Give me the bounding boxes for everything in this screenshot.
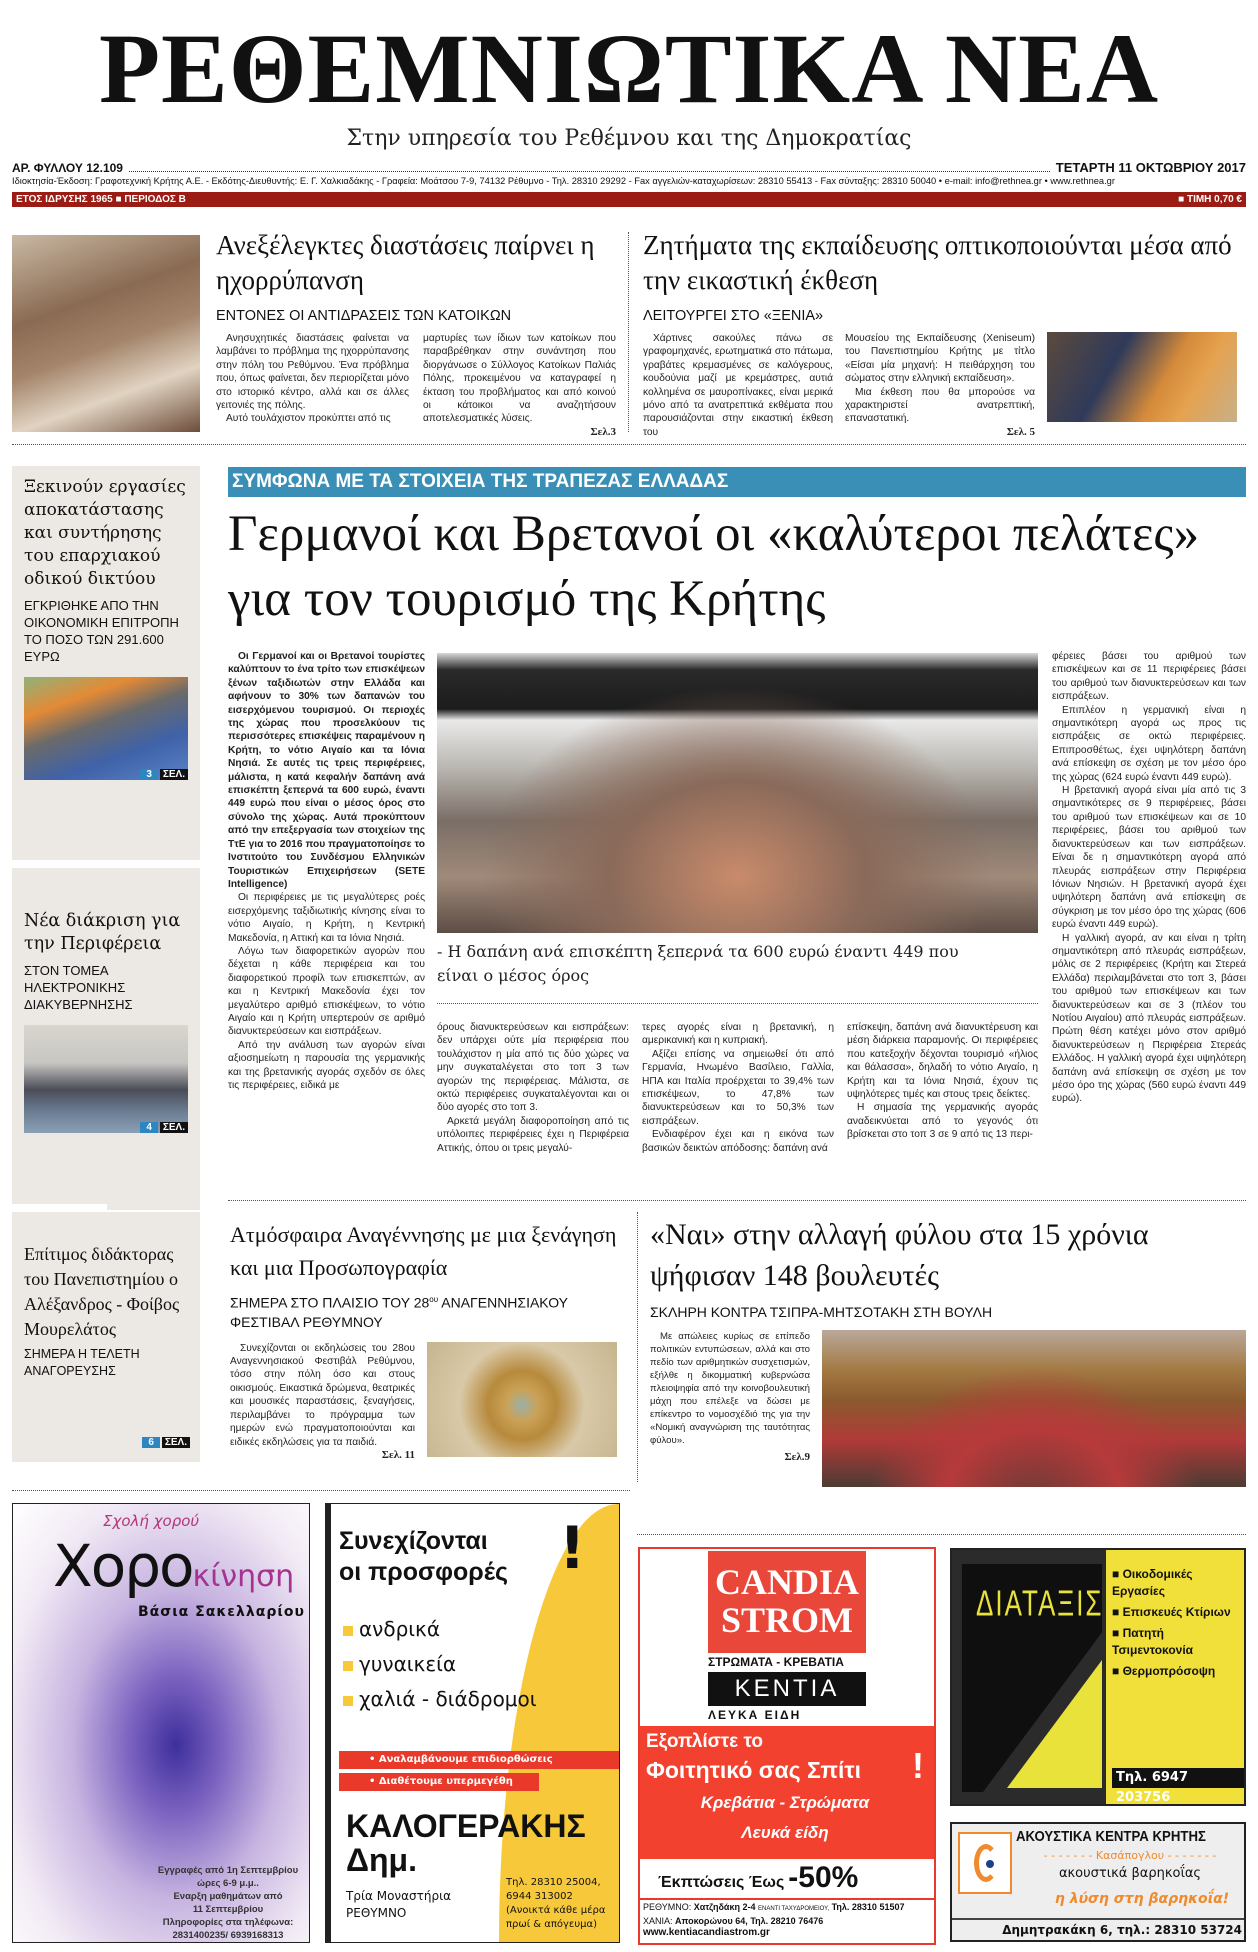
- body: φέρειες βάσει του αριθμού των επισκέψεων και σε 11 περιφέρειες βάσει του αριθμού των διανυκτερεύσεων και των εισπράξεων.: [1052, 651, 1246, 703]
- diataxis-logo: ΔΙΑΤΑΞΙΣ: [976, 1581, 1104, 1624]
- kicker-sup: ου: [429, 1295, 439, 1304]
- text: Θερμοπρόσοψη: [1122, 1664, 1216, 1678]
- parliament-photo: [822, 1330, 1246, 1487]
- issue-number: ΑΡ. ΦΥΛΛΟΥ 12.109: [12, 161, 123, 175]
- body: Με απώλειες κυρίως σε επίπεδο πολιτικών εντυπώσεων, αλλά και στο πεδίο των αριθμητικών συσχετισμών, εξήλθε η δικομματική κυβερνώσα πλειοψηφία από την κοινοβουλευτική μάχη που επέλεξε να δώσει με επίκεντρο το νομοσχέδιό της για την «Νομική αναγνώριση της ταυτότητας φύλου».: [650, 1331, 810, 1446]
- ad-promo: Εξοπλίστε το Φοιτητικό σας Σπίτι ! Κρεβάτια - Στρώματα Λευκά είδη: [640, 1726, 936, 1859]
- ad-dance-school[interactable]: [12, 1503, 310, 1943]
- lead-col-5: [1052, 650, 1246, 1106]
- body: Μια έκθεση που θα μπορούσε να χαρακτηριστεί ανατρεπτική, επαναστατική.: [845, 386, 1035, 425]
- kicker: [230, 1290, 630, 1332]
- kicker: ΕΝΤΟΝΕΣ ΟΙ ΑΝΤΙΔΡΑΣΕΙΣ ΤΩΝ ΚΑΤΟΙΚΩΝ: [216, 308, 512, 324]
- body: Η γαλλική αγορά, αν και είναι η τρίτη σημαντικότερη από πλευράς εισπράξεων, μόλις σε 2 περιφέρειες (Κρήτη και Στερεά Ελλάδα) περιλαμβάνεται στο τοπ 3, βάσει του αριθμού των επισκέψεων και των διανυκτερεύσεων και σε 3 (πλέον του Νοτίου Αιγαίου) από πλευράς εισπράξεων. Πρώτη θέση κατέχει μόνο στον αριθμό διανυκτερεύσεων η Περιφέρεια Στερεάς Ελλάδος. Η γαλλική αγορά έχει υψηλότερη δαπάνη ανά επίσκεψη σε σχέση με τον μέσο όρο της χώρας (560 ευρώ έναντι 449 ευρώ).: [1052, 932, 1246, 1105]
- masthead-tagline: Στην υπηρεσία του Ρεθέμνου και της Δημοκρατίας: [346, 126, 912, 151]
- price: ΤΙΜΗ 0,70 €: [1186, 194, 1242, 205]
- body: όρους διανυκτερεύσεων και εισπράξεων: δεν υπάρχει ούτε μία περιφέρεια που τουλάχιστον η μία από τις δύο χώρες να μην συγκαταλέγεται στο τοπ 3 των αγορών της περιφέρειας. Μάλιστα, σε οκτώ περιφέρειες συγκαταλέγονται και οι δύο αγορές στο τοπ 3.: [437, 1022, 629, 1114]
- text: Επισκευές Κτίριων: [1122, 1605, 1231, 1619]
- divider: [637, 1212, 638, 1482]
- page-number: 4: [140, 1122, 158, 1133]
- sidebar-item-doctorate[interactable]: [12, 1212, 200, 1462]
- body: Η σημασία της γερμανικής αγοράς αναδεικνύεται από το γεγονός ότι βρίσκεται στο τοπ 3 σε 9 από τις 13 περι-: [847, 1102, 1038, 1141]
- renaissance-fresco-photo: [427, 1342, 617, 1457]
- ad-text: - - - - - - - Κασάπογλου - - - - - - -: [1043, 1849, 1217, 1862]
- ad-addresses: [640, 1898, 934, 1940]
- logo-part: κίνηση: [192, 1559, 295, 1594]
- lead-col-1: [228, 650, 425, 1092]
- text: Κρεβάτια - Στρώματα: [700, 1793, 870, 1812]
- dance-logo: [53, 1534, 294, 1609]
- divider: [628, 232, 629, 432]
- page-ref[interactable]: Σελ.3: [590, 425, 616, 438]
- text: Εγγραφές από 1η Σεπτεμβρίου: [157, 1865, 299, 1876]
- sidebar-kicker: ΣΗΜΕΡΑ Η ΤΕΛΕΤΗ ΑΝΑΓΟΡΕΥΣΗΣ: [24, 1347, 140, 1378]
- lead-col-2: [437, 1021, 629, 1155]
- text: ώρες 6-9 μ.μ..: [197, 1878, 259, 1889]
- text: ΡΕΘΥΜΝΟ:: [643, 1902, 692, 1912]
- divider: [228, 1200, 1246, 1201]
- sidebar-title: Ξεκινούν εργασίες αποκατάστασης και συντήρησης του επαρχιακού οδικού δικτύου: [24, 477, 186, 589]
- dotted-leader: [129, 171, 1050, 172]
- publisher-line: Ιδιοκτησία-Έκδοση: Γραφοτεχνική Κρήτης Α.Ε. - Εκδότης-Διευθυντής: Ε. Γ. Χαλκιαδάκης - Γραφεία: Μοάτσου 7-9, 74132 Ρέθυμνο - Τηλ. 28310 29292 - Fax αγγελιών-καταχωρίσεων: 28310 55413 - Fax σύνταξης: 28310 50040 • e-mail: info@rethnea.gr • www.rethnea.gr: [12, 176, 1115, 186]
- divider: [12, 444, 1246, 445]
- story-renaissance: [230, 1218, 630, 1462]
- lead-col-4: [847, 1021, 1038, 1142]
- ad-website[interactable]: www.kentiacandiastrom.gr: [643, 1927, 770, 1938]
- text: Εναρξη μαθημάτων από: [173, 1891, 283, 1902]
- body: Από την ανάλυση των αγορών είναι αξιοσημείωτη η παρουσία της γερμανικής και της βρετανικής αγοράς σχεδόν σε όλες τις περιφέρειες, ειδικά με: [228, 1039, 425, 1091]
- body: Αρκετά μεγάλη διαφοροποίηση από τις υπόλοιπες περιφέρειες έχει η Περιφέρεια Αττικής, όπου οι τρεις μεγαλύ-: [437, 1115, 629, 1154]
- masthead-bar: ΕΤΟΣ ΙΔΡΥΣΗΣ 1965 ■ ΠΕΡΙΟΔΟΣ Β ■ ΤΙΜΗ 0,70 €: [12, 192, 1246, 207]
- ad-bullet: • Αναλαμβάνουμε επιδιορθώσεις: [339, 1751, 620, 1769]
- text: Φοιτητικό σας Σπίτι: [646, 1757, 862, 1783]
- ad-brand: [346, 1809, 586, 1877]
- period: ΠΕΡΙΟΔΟΣ Β: [124, 194, 186, 205]
- exclamation-icon: !: [559, 1514, 586, 1582]
- body: Μουσείου της Εκπαίδευσης (Xeniseum) του Πανεπιστημίου Κρήτης με τίτλο «Είσαι μία μηχανή: Η πειθάρχηση του σώματος στην ελληνική εκπαίδευση».: [845, 333, 1035, 385]
- page-label: ΣΕΛ.: [160, 769, 188, 780]
- body: Ενδιαφέρον έχει και η εικόνα των βασικών δεικτών απόδοσης: δαπάνη ανά: [642, 1129, 834, 1154]
- top-story-exhibition: [643, 228, 1248, 439]
- text: Δημ.: [346, 1842, 418, 1878]
- ad-info: [153, 1864, 303, 1942]
- text: STROM: [720, 1600, 853, 1640]
- body: Χάρτινες σακούλες πάνω σε γραφομηχανές, ερωτηματικά στο πάτωμα, γραβάτες κρεμασμένες σε καλόγερους, κουδούνια μαζί με κρεμάστρες, αυτιά κολλημένα σε μαυροπίνακες, είναι μερικά μόνο από τα ανατρεπτικά εκθέματα που παρουσιάζονται στην εικαστική έκθεση του: [643, 333, 833, 438]
- text: ΕΝΑΝΤΙ ΤΑΧΥΔΡΟΜΕΙΟΥ,: [758, 1906, 830, 1912]
- issue-line: [12, 160, 1246, 175]
- ad-list: [343, 1612, 537, 1717]
- headline[interactable]: Ανεξέλεγκτες διαστάσεις παίρνει η ηχορρύπανση: [216, 230, 595, 295]
- body: Οι περιφέρειες με τις μεγαλύτερες ροές εισερχόμενης ταξιδιωτικής κίνησης είναι το νότιο Αιγαίο, η Κρήτη, η Κεντρική Μακεδονία, η Αττική και τα Ιόνια Νησιά.: [228, 892, 425, 944]
- text: Αποκορώνου 64,: [675, 1916, 748, 1926]
- ad-kalogerakis[interactable]: [325, 1503, 620, 1943]
- text: Τηλ. 28310 25004,: [506, 1877, 601, 1888]
- body: Η βρετανική αγορά είναι μία από τις 3 σημαντικότερες σε 9 περιφέρειες, βάσει του αριθμού των επισκέψεων και σε 10 περιφέρειες, βάσει του αριθμού των διανυκτερεύσεων και των εισπράξεων. Είναι δε η σημαντικότερη αγορά από πλευράς εισπράξεων στην Περιφέρεια Ιόνιων Νησιών. Η βρετανική αγορά έχει υψηλότερη δαπάνη ανά επίσκεψη σε σύγκριση με τον μέσο όρο της χώρας (606 ευρώ έναντι 449 ευρώ).: [1052, 785, 1246, 931]
- text: 11 Σεπτεμβρίου: [192, 1904, 264, 1915]
- kicker: ΛΕΙΤΟΥΡΓΕΙ ΣΤΟ «ΞΕΝΙΑ»: [643, 308, 824, 324]
- photo-caption: - Η δαπάνη ανά επισκέπτη ξεπερνά τα 600 ευρώ έναντι 449 που είναι ο μέσος όρος: [437, 942, 959, 985]
- ad-phone: Τηλ. 6947 203756: [1112, 1768, 1246, 1788]
- ad-text: ΣΤΡΩΜΑΤΑ - ΚΡΕΒΑΤΙΑ: [708, 1655, 844, 1669]
- text: Χατζηδάκη 2-4: [693, 1902, 756, 1912]
- kicker-text: ΣΗΜΕΡΑ ΣΤΟ ΠΛΑΙΣΙΟ ΤΟΥ 28: [230, 1294, 430, 1311]
- body: Συνεχίζονται οι εκδηλώσεις του 28ου Αναγεννησιακού Φεστιβάλ Ρεθύμνου, τόσο στην πόλη όσο και στους οικισμούς. Εικαστικά δρώμενα, θεατρικές και μουσικές παραστάσεις, ξεναγήσεις, περιλαμβάνει το πρόγραμμα των ημερών ενώ πραγματοποιούνται και ειδικές εκδηλώσεις για τα παιδιά.: [230, 1342, 415, 1448]
- ad-text: Σχολή χορού: [103, 1512, 200, 1530]
- text: Εξοπλίστε το: [646, 1731, 763, 1752]
- divider: [637, 1534, 1246, 1535]
- text: Πληροφορίες στα τηλέφωνα:: [162, 1917, 294, 1928]
- divider: [437, 1003, 1038, 1004]
- candia-logo: [708, 1551, 866, 1653]
- kentia-logo: KENTIA: [708, 1672, 866, 1706]
- ad-candia-strom[interactable]: [638, 1547, 936, 1945]
- ad-address: Δημητρακάκη 6, τηλ.: 28310 53724: [952, 1918, 1246, 1940]
- kicker: ΣΚΛΗΡΗ ΚΟΝΤΡΑ ΤΣΙΠΡΑ-ΜΗΤΣΟΤΑΚΗ ΣΤΗ ΒΟΥΛΗ: [650, 1304, 993, 1320]
- logo-part: Χορο: [53, 1532, 193, 1600]
- body: Ανησυχητικές διαστάσεις φαίνεται να λαμβάνει το πρόβλημα της ηχορρύπανσης στην πόλη του Ρεθύμνου. Ένα πρόβλημα που, όπως φαίνεται, δεν περιορίζεται μόνο στο ιστορικό κέντρο, αλλά και σε άλλες γειτονιές της πόλης.: [216, 333, 409, 412]
- page-ref[interactable]: Σελ.9: [784, 1451, 810, 1463]
- ear-logo-icon: [958, 1832, 1012, 1894]
- sidebar-title: Νέα διάκριση για την Περιφέρεια: [24, 911, 181, 954]
- ad-slogan: η λύση στη βαρηκοΐα!: [1054, 1891, 1230, 1907]
- ad-text: Βάσια Σακελλαρίου: [138, 1604, 305, 1620]
- classroom-photo: [24, 1025, 188, 1133]
- text: ανδρικά: [359, 1617, 441, 1641]
- text: Κασάπογλου: [1095, 1849, 1165, 1862]
- text: ΡΕΘΥΜΝΟ: [346, 1906, 407, 1920]
- lead-headline[interactable]: Γερμανοί και Βρετανοί οι «καλύτεροι πελάτες» για τον τουρισμό της Κρήτης: [228, 506, 1200, 627]
- text: Τρία Μοναστήρια: [346, 1889, 452, 1903]
- sidebar-title: Επίτιμος διδάκτορας του Πανεπιστημίου ο Αλέξανδρος - Φοίβος Μουρελάτος: [24, 1244, 180, 1339]
- text: Τηλ. 28310 51507: [831, 1902, 905, 1912]
- founded: ΕΤΟΣ ΙΔΡΥΣΗΣ 1965: [16, 194, 113, 205]
- lead-col-3: [642, 1021, 834, 1155]
- body: επίσκεψη, δαπάνη ανά διανυκτέρευση και μέση διάρκεια παραμονής. Οι περιφέρειες που κατεξοχήν δέχονται τουρισμό «ήλιος και θάλασσα», δηλαδή το νότιο Αιγαίο, η Κρήτη και τα Ιόνια Νησιά, έχουν τις υψηλότερες τιμές και στους τρεις δείκτες.: [847, 1022, 1038, 1101]
- page-label: ΣΕΛ.: [162, 1437, 190, 1448]
- ad-yellow-panel: ■ Οικοδομικές Εργασίες ■ Επισκευές Κτίριων ■ Πατητή Τσιμεντοκονία ■ Θερμοπρόσοψη Τηλ. 6947 203756: [1106, 1550, 1246, 1804]
- roadwork-photo: [24, 677, 188, 780]
- divider: [12, 1490, 630, 1491]
- kicker-text: ΑΝΑΓΕΝΝΗΣΙΑΚΟΥ ΦΕΣΤΙΒΑΛ ΡΕΘΥΜΝΟΥ: [230, 1294, 568, 1330]
- body: τερες αγορές είναι η βρετανική, η αμερικανική και η κυπριακή.: [642, 1022, 834, 1047]
- ad-contact: [506, 1876, 605, 1932]
- text: χαλιά - διάδρομοι: [359, 1687, 537, 1711]
- text: Πατητή Τσιμεντοκονία: [1112, 1626, 1194, 1657]
- headline[interactable]: «Ναι» στην αλλαγή φύλου στα 15 χρόνια ψήφισαν 148 βουλευτές: [650, 1218, 1149, 1292]
- noise-meeting-photo: [12, 235, 200, 432]
- sidebar-kicker: ΕΓΚΡΙΘΗΚΕ ΑΠΟ ΤΗΝ ΟΙΚΟΝΟΜΙΚΗ ΕΠΙΤΡΟΠΗ ΤΟ ΠΟΣΟ ΤΩΝ 291.600 ΕΥΡΩ: [24, 598, 179, 664]
- text: Έκπτώσεις Έως: [658, 1874, 785, 1891]
- sidebar-item-roads[interactable]: [12, 466, 200, 860]
- page-ref[interactable]: Σελ. 11: [381, 1448, 415, 1461]
- text: (Ανοικτά κάθε μέρα: [506, 1905, 606, 1916]
- ad-bullet: • Διαθέτουμε υπερμεγέθη: [339, 1773, 539, 1791]
- ad-title: ΑΚΟΥΣΤΙΚΑ ΚΕΝΤΡΑ ΚΡΗΤΗΣ: [1016, 1828, 1206, 1845]
- text: -50%: [788, 1861, 859, 1894]
- page-ref[interactable]: Σελ. 5: [1006, 425, 1035, 438]
- text: Συνεχίζονται: [339, 1527, 488, 1555]
- body: μαρτυρίες των ίδιων των κατοίκων που παραβρέθηκαν στην συνάντηση που διοργάνωσε ο Σύλλογος Κατοίκων Παλιάς Πόλης, προκειμένου να καταγραφεί η έκταση του προβλήματος και από κοινού οι κάτοικοι να αναζητήσουν αποτελεσματικές λύσεις.: [423, 333, 616, 425]
- issue-date: ΤΕΤΑΡΤΗ 11 ΟΚΤΩΒΡΙΟΥ 2017: [1055, 160, 1246, 175]
- sidebar-item-region[interactable]: [12, 868, 200, 1210]
- headline[interactable]: Ατμόσφαιρα Αναγέννησης με μια ξενάγηση και μια Προσωπογραφία: [230, 1222, 617, 1280]
- page-number: 6: [142, 1437, 160, 1448]
- text: Λευκά είδη: [741, 1823, 829, 1842]
- text: ΚΑΛΟΓΕΡΑΚΗΣ: [346, 1808, 586, 1844]
- exhibition-photo: [1047, 332, 1237, 422]
- masthead-title: ΡΕΘΕΜΝΙΩΤΙΚΑ ΝΕΑ: [98, 13, 1160, 124]
- spacer: [12, 1204, 107, 1211]
- ad-text: ακουστικά βαρηκοΐας: [1058, 1866, 1202, 1881]
- body: Επιπλέον η γερμανική είναι η σημαντικότερη αγορά ως προς τις εισπράξεις σε οκτώ περιφέρειες. Επιπροσθέτως, έχει υψηλότερη δαπάνη ανά επίσκεψη σε σχέση με τον μέσο όρο της χώρας (624 ευρώ έναντι 449 ευρώ).: [1052, 704, 1246, 783]
- body: Αυτό τουλάχιστον προκύπτει από τις: [226, 413, 391, 425]
- page-badge: [140, 769, 188, 780]
- page-badge: [140, 1122, 188, 1133]
- lead-intro: Οι Γερμανοί και οι Βρετανοί τουρίστες καλύπτουν το ένα τρίτο των επισκέψεων ξένων ταξιδιωτών στην Ελλάδα και αφήνουν το 30% των δαπανών του εισερχόμενου τουρισμού. Οι περιοχές της χώρας που προσελκύουν τις περισσότερες επισκέψεις παραμένουν η Κρήτη, το νότιο Αιγαίο και τα Ιόνια Νησιά. Σε αυτές τις τρεις περιφέρειες, μάλιστα, η κατά κεφαλήν δαπάνη ανά επισκέπτη ξεπερνά τα 600 ευρώ, έναντι 449 ευρώ που είναι ο μέσος όρος στο σύνολο της χώρας. Αυτά προκύπτουν από την επεξεργασία των στοιχείων της ΤτΕ για το 2016 που πραγματοποίησε το Ινστιτούτο του Συνδέσμου Ελληνικών Τουριστικών Επιχειρήσεων (SETE Intelligence): [228, 651, 425, 890]
- text: οι προσφορές: [339, 1558, 509, 1586]
- text: ΧΑΝΙΑ:: [643, 1916, 673, 1926]
- ad-discount: [658, 1860, 858, 1901]
- page-label: ΣΕΛ.: [160, 1122, 188, 1133]
- body: Αξίζει επίσης να σημειωθεί ότι από Γερμανία, Ηνωμένο Βασίλειο, Γαλλία, ΗΠΑ και Ιταλία προέρχεται το 39,4% των επισκέψεων, το 47,8% των διανυκτερεύσεων και το 50,3% των εισπράξεων.: [642, 1048, 834, 1127]
- text: γυναικεία: [359, 1652, 457, 1676]
- page-number: 3: [140, 769, 158, 780]
- ad-text: ΛΕΥΚΑ ΕΙΔΗ: [708, 1708, 802, 1722]
- ad-headline: [339, 1526, 508, 1588]
- story-parliament: [650, 1214, 1246, 1487]
- text: Τηλ. 28210 76476: [750, 1916, 824, 1926]
- body: Λόγω των διαφορετικών αγορών που δέχεται η κάθε περιφέρεια και του διαφορετικού προφίλ των επισκεπτών, αν και η Κεντρική Μακεδονία έχει τον μεγαλύτερο αριθμό επισκέψεων, το νότιο Αιγαίο και η Κρήτη υπερτερούν σε αριθμό διανυκτερεύσεων και εισπράξεων.: [228, 945, 425, 1038]
- text: CANDIA: [715, 1562, 859, 1602]
- text: 2831400235/ 6939168313: [172, 1930, 284, 1941]
- ad-address: [346, 1888, 451, 1922]
- text: πρωί & απόγευμα): [506, 1919, 597, 1930]
- sidebar-kicker: ΣΤΟΝ ΤΟΜΕΑ ΗΛΕΚΤΡΟΝΙΚΗΣ ΔΙΑΚΥΒΕΡΝΗΣΗΣ: [24, 963, 133, 1012]
- headline[interactable]: Ζητήματα της εκπαίδευσης οπτικοποιούνται μέσα από την εικαστική έκθεση: [643, 230, 1232, 295]
- page-badge: [142, 1437, 190, 1448]
- ad-diataxis[interactable]: [950, 1548, 1246, 1806]
- text: Οικοδομικές Εργασίες: [1112, 1567, 1193, 1598]
- text: 6944 313002: [506, 1891, 573, 1902]
- ad-hearing-centers[interactable]: [950, 1822, 1246, 1942]
- airport-crowd-photo: [437, 653, 1038, 933]
- lead-banner: ΣΥΜΦΩΝΑ ΜΕ ΤΑ ΣΤΟΙΧΕΙΑ ΤΗΣ ΤΡΑΠΕΖΑΣ ΕΛΛΑΔΑΣ: [228, 467, 1246, 497]
- top-story-noise: [216, 228, 616, 439]
